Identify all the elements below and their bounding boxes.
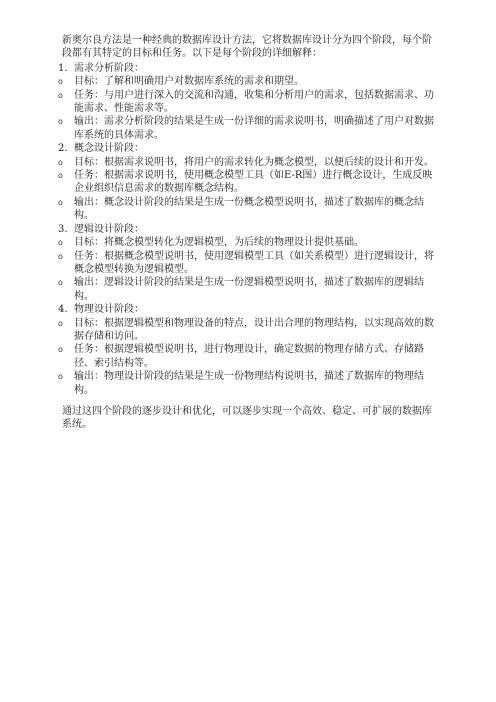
list-item — [58, 236, 438, 249]
list-item-text: 目标：根据需求说明书，将用户的需求转化为概念模型，以便后续的设计和开发。 — [74, 156, 434, 168]
list-item — [58, 343, 438, 370]
list-item-text: 输出：需求分析阶段的结果是生成一份详细的需求说明书，明确描述了用户对数据库系统的具体需求。 — [74, 116, 434, 141]
section-requirements — [58, 62, 438, 142]
document-content — [58, 34, 438, 438]
section-heading — [58, 62, 438, 75]
section-heading — [58, 223, 438, 236]
list-item — [58, 169, 438, 196]
list-item-text: 任务：根据逻辑模型说明书，进行物理设计，确定数据的物理存储方式、存储路径、索引结构等。 — [74, 344, 424, 369]
list-item-text: 目标：将概念模型转化为逻辑模型，为后续的物理设计提供基础。 — [74, 237, 364, 249]
section-number: 1. — [58, 62, 68, 74]
section-title: 物理设计阶段： — [74, 304, 144, 316]
list-item-text: 输出：概念设计阶段的结果是生成一份概念模型说明书，描述了数据库的概念结构。 — [74, 196, 424, 222]
bullet-icon: o — [58, 117, 63, 127]
list-item-text: 目标：根据逻辑模型和物理设备的特点，设计出合理的物理结构，以实现高效的数据存储和访问。 — [74, 317, 434, 342]
list-item — [58, 370, 438, 397]
bullet-icon: o — [58, 77, 63, 87]
bullet-icon: o — [58, 171, 63, 181]
list-item-text: 输出：逻辑设计阶段的结果是生成一份逻辑模型说明书，描述了数据库的逻辑结构。 — [74, 277, 424, 302]
bullet-icon: o — [58, 372, 63, 382]
list-item-text: 输出：物理设计阶段的结果是生成一份物理结构说明书，描述了数据库的物理结构。 — [74, 371, 424, 396]
section-title: 需求分析阶段： — [74, 62, 144, 74]
section-physical-design — [58, 303, 438, 397]
list-item-text: 任务：根据需求说明书，使用概念模型工具（如E-R图）进行概念设计，生成反映企业组织信息需求的数据库概念结构。 — [74, 170, 433, 195]
section-conceptual-design — [58, 142, 438, 222]
list-item — [58, 156, 438, 169]
bullet-icon: o — [58, 197, 63, 207]
bullet-icon: o — [58, 345, 63, 355]
section-logical-design — [58, 223, 438, 303]
list-item — [58, 196, 438, 223]
list-item-text: 任务：与用户进行深入的交流和沟通，收集和分析用户的需求，包括数据需求、功能需求、性能需求等。 — [74, 89, 434, 115]
section-title: 逻辑设计阶段： — [74, 223, 144, 235]
list-item — [58, 75, 438, 88]
section-number: 4. — [58, 304, 68, 316]
list-item — [58, 115, 438, 142]
section-number: 2. — [58, 143, 68, 155]
bullet-icon: o — [58, 251, 63, 261]
list-item — [58, 89, 438, 116]
conclusion-paragraph: 通过这四个阶段的逐步设计和优化，可以逐步实现一个高效、稳定、可扩展的数据库系统。 — [62, 405, 432, 431]
section-title: 概念设计阶段： — [74, 143, 144, 155]
list-item — [58, 276, 438, 303]
bullet-icon: o — [58, 238, 63, 248]
list-item-text: 目标：了解和明确用户对数据库系统的需求和期望。 — [74, 76, 304, 88]
list-item — [58, 317, 438, 344]
bullet-icon: o — [58, 90, 63, 100]
bullet-icon: o — [58, 157, 63, 167]
section-heading — [58, 142, 438, 155]
bullet-icon: o — [58, 278, 63, 288]
section-number: 3. — [58, 223, 68, 235]
list-item-text: 任务：根据概念模型说明书，使用逻辑模型工具（如关系模型）进行逻辑设计，将概念模型转换为逻辑模型。 — [74, 250, 434, 275]
intro-paragraph: 新奥尔良方法是一种经典的数据库设计方法，它将数据库设计分为四个阶段，每个阶段都有其特定的目标和任务。以下是每个阶段的详细解释： — [62, 35, 432, 60]
bullet-icon: o — [58, 318, 63, 328]
section-heading — [58, 303, 438, 316]
list-item — [58, 250, 438, 277]
